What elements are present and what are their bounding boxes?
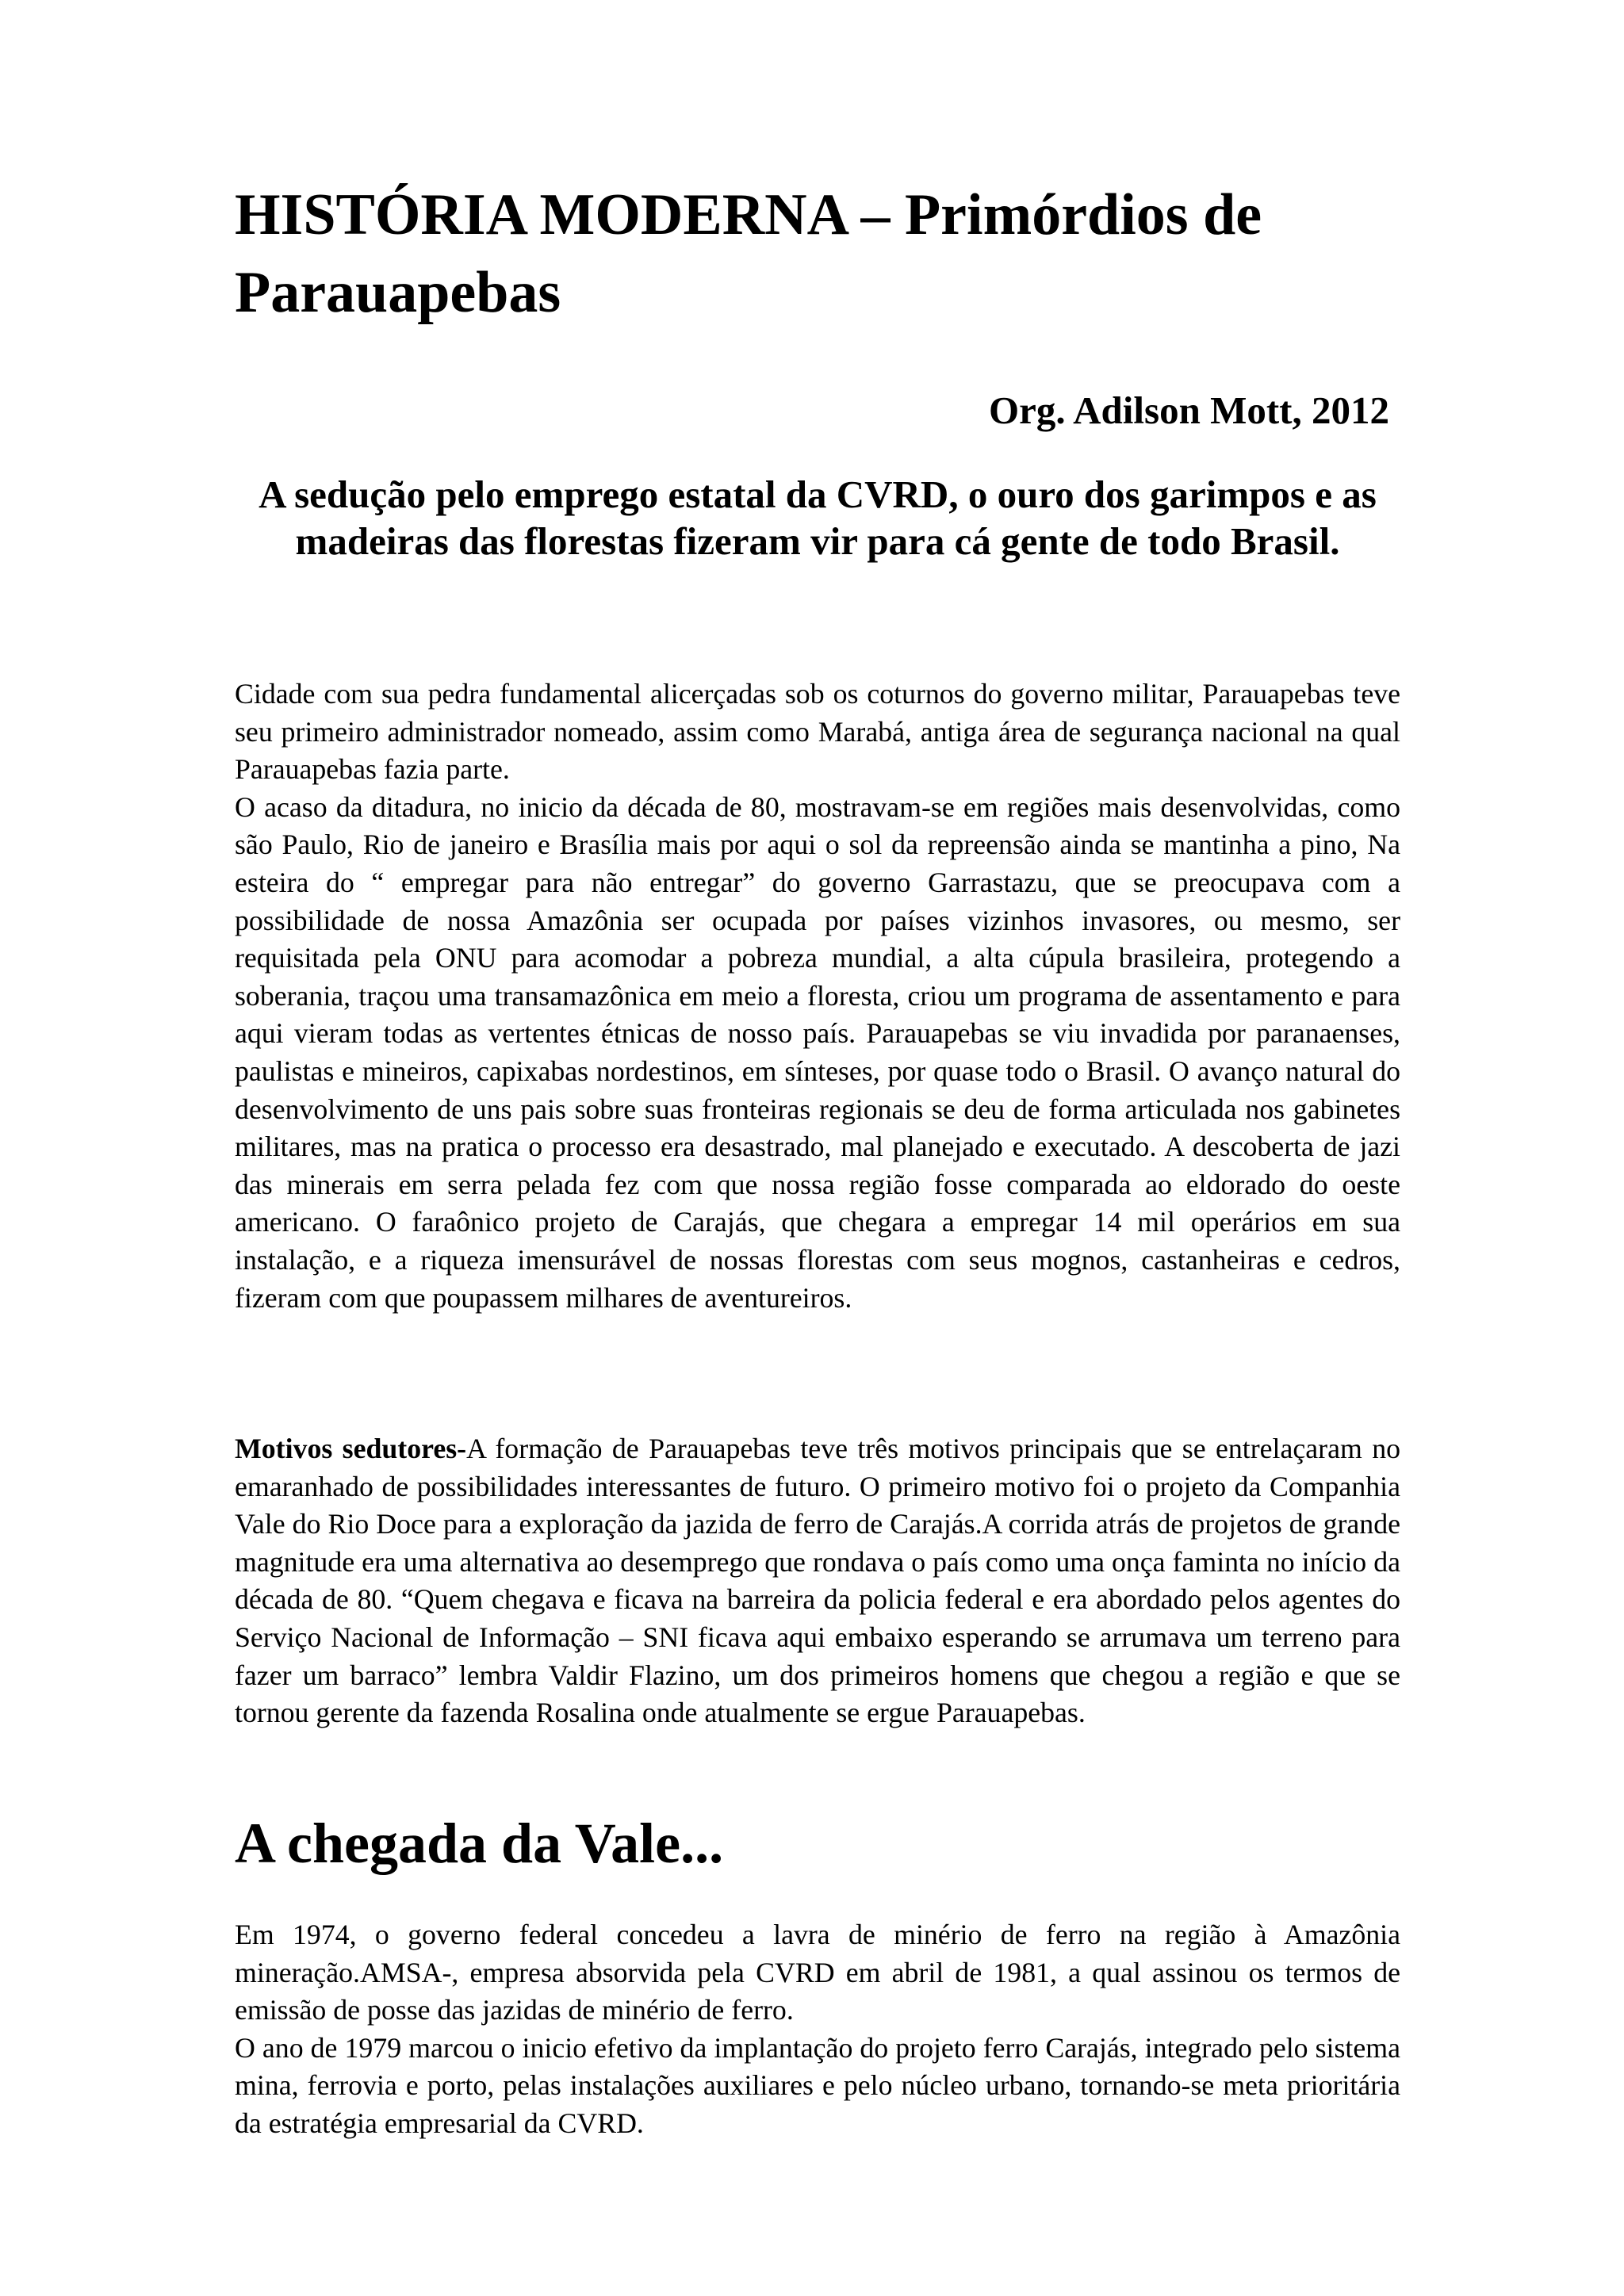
motives-paragraph (235, 1430, 1400, 1732)
vale-section (235, 1916, 1400, 2143)
motives-text: A formação de Parauapebas teve três motivos principais que se entrelaçaram no emaranhado de possibilidades interessantes de futuro. O primeiro motivo foi o projeto da Companhia Vale do Rio Doce para a exploração da jazida de ferro de Carajás.A corrida atrás de projetos de grande magnitude era uma alternativa ao desemprego que rondava o país como uma onça faminta no início da década de 80. “Quem chegava e ficava na barreira da policia federal e era abordado pelos agentes do Serviço Nacional de Informação – SNI ficava aqui embaixo esperando se arrumava um terreno para fazer um barraco” lembra Valdir Flazino, um dos primeiros homens que chegou a região e que se tornou gerente da fazenda Rosalina onde atualmente se ergue Parauapebas. (235, 1433, 1400, 1729)
author-line: Org. Adilson Mott, 2012 (989, 388, 1389, 432)
motives-label: Motivos sedutores- (235, 1433, 467, 1464)
section-heading: A chegada da Vale... (235, 1812, 724, 1875)
intro-section (235, 675, 1400, 1317)
document-subtitle: A sedução pelo emprego estatal da CVRD, o ouro dos garimpos e as madeiras das florestas fizeram vir para cá gente de todo Brasil. (259, 473, 1377, 563)
intro-paragraph: O acaso da ditadura, no inicio da década de 80, mostravam-se em regiões mais desenvolvidas, como são Paulo, Rio de janeiro e Brasília mais por aqui o sol da repreensão ainda se mantinha a pino, Na esteira do “ empregar para não entregar” do governo Garrastazu, que se preocupava com a possibilidade de nossa Amazônia ser ocupada por países vizinhos invasores, ou mesmo, ser requisitada pela ONU para acomodar a pobreza mundial, a alta cúpula brasileira, protegendo a soberania, traçou uma transamazônica em meio a floresta, criou um programa de assentamento e para aqui vieram todas as vertentes étnicas de nosso país. Parauapebas se viu invadida por paranaenses, paulistas e mineiros, capixabas nordestinos, em sínteses, por quase todo o Brasil. O avanço natural do desenvolvimento de uns pais sobre suas fronteiras regionais se deu de forma articulada nos gabinetes militares, mas na pratica o processo era desastrado, mal planejado e executado. A descoberta de jazi das minerais em serra pelada fez com que nossa região fosse comparada ao eldorado do oeste americano. O faraônico projeto de Carajás, que chegara a empregar 14 mil operários em sua instalação, e a riqueza imensurável de nossas florestas com seus mognos, castanheiras e cedros, fizeram com que poupassem milhares de aventureiros. (235, 790, 1400, 1314)
document-title: HISTÓRIA MODERNA – Primórdios de Parauapebas (235, 182, 1262, 325)
vale-paragraph: O ano de 1979 marcou o inicio efetivo da implantação do projeto ferro Carajás, integrado pelo sistema mina, ferrovia e porto, pelas instalações auxiliares e pelo núcleo urbano, tornando-se meta prioritária da estratégia empresarial da CVRD. (235, 2031, 1400, 2139)
intro-paragraph: Cidade com sua pedra fundamental alicerçadas sob os coturnos do governo militar, Parauapebas teve seu primeiro administrador nomeado, assim como Marabá, antiga área de segurança nacional na qual Parauapebas fazia parte. (235, 678, 1400, 786)
vale-paragraph: Em 1974, o governo federal concedeu a lavra de minério de ferro na região à Amazônia mineração.AMSA-, empresa absorvida pela CVRD em abril de 1981, a qual assinou os termos de emissão de posse das jazidas de minério de ferro. (235, 1919, 1400, 2026)
motives-section (235, 1430, 1400, 1732)
